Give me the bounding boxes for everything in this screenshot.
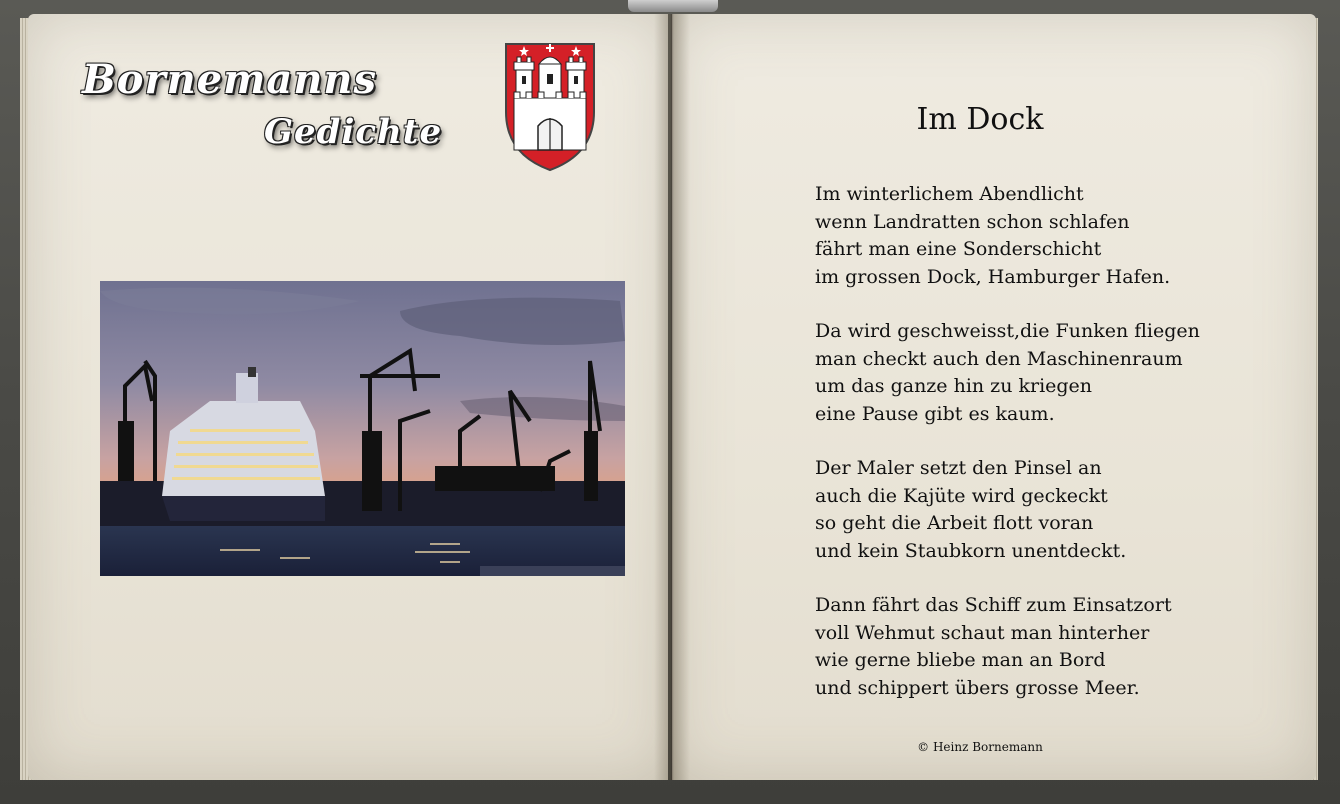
logo-line-1: Bornemanns <box>82 56 378 103</box>
poem-line: fährt man eine Sonderschicht <box>815 238 1102 260</box>
poem-stanza <box>815 455 1215 565</box>
poem-line: man checkt auch den Maschinenraum <box>815 347 1183 370</box>
logo-line-2: Gedichte <box>264 112 443 152</box>
poem-line: voll Wehmut schaut man hinterher <box>815 621 1150 644</box>
copyright-notice: © Heinz Bornemann <box>917 740 1043 754</box>
poem-line: und schippert übers grosse Meer. <box>815 676 1140 699</box>
poem-line: Dann fährt das Schiff zum Einsatzort <box>815 594 1172 616</box>
poem-line: so geht die Arbeit flott voran <box>815 512 1094 534</box>
poem-line: Der Maler setzt den Pinsel an <box>815 457 1102 479</box>
poem-line: wie gerne bliebe man an Bord <box>815 649 1106 671</box>
poem-line: auch die Kajüte wird geckeckt <box>815 484 1108 507</box>
poem-line: eine Pause gibt es kaum. <box>815 402 1055 425</box>
poem-line: Da wird geschweisst,die Funken fliegen <box>815 320 1200 342</box>
poem-title: Im Dock <box>916 102 1044 137</box>
poem-line: wenn Landratten schon schlafen <box>815 210 1130 233</box>
site-logo-title <box>82 56 462 166</box>
poem-line: Im winterlichem Abendlicht <box>815 183 1084 205</box>
harbor-dock-photo <box>100 281 625 576</box>
poem-line: und kein Staubkorn unentdeckt. <box>815 539 1127 562</box>
poem-line: um das ganze hin zu kriegen <box>815 375 1093 397</box>
poem-stanza <box>815 592 1215 702</box>
hamburg-crest-icon <box>504 42 596 172</box>
poem-stanza <box>815 181 1215 291</box>
poem-stanza <box>815 318 1215 428</box>
book-clasp <box>628 0 718 12</box>
poem-line: im grossen Dock, Hamburger Hafen. <box>815 265 1171 288</box>
book-gutter <box>654 14 690 780</box>
